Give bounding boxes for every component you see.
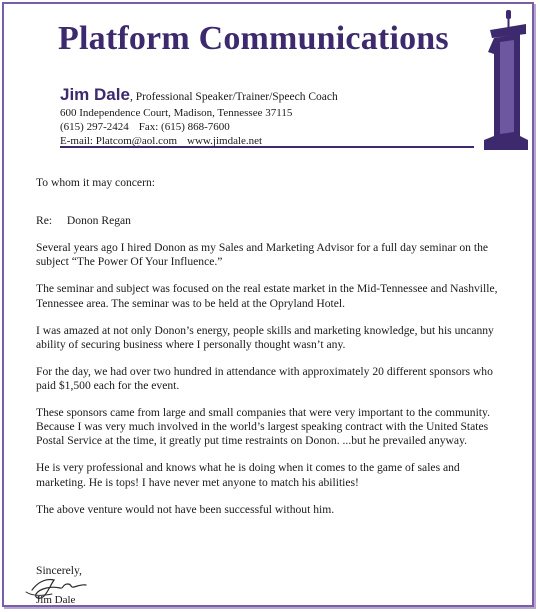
- contact-email[interactable]: E-mail: Platcom@aol.com: [60, 135, 178, 147]
- closing: Sincerely,: [36, 564, 82, 577]
- paragraph: He is very professional and knows what he is doing when it comes to the game of sales and marketing. He is tops! I have never met anyone to match his abilities!: [36, 461, 460, 489]
- podium-microphone-icon: [470, 8, 530, 156]
- paragraph: I was amazed at not only Donon’s energy, people skills and marketing knowledge, but his uncanny ability of securing business where I personally thought wasn’t any.: [36, 323, 494, 351]
- letterhead-divider: [60, 146, 474, 148]
- letterhead-contact: [60, 86, 338, 148]
- contact-name-line: [60, 86, 338, 106]
- contact-website[interactable]: www.jimdale.net: [187, 135, 263, 147]
- signer-name: Jim Dale: [36, 594, 76, 606]
- contact-address: 600 Independence Court, Madison, Tennessee 37115: [60, 107, 293, 119]
- paragraph: Several years ago I hired Donon as my Sales and Marketing Advisor for a full day seminar on the subject “The Power Of Your Influence.”: [36, 241, 489, 269]
- paragraph: For the day, we had over two hundred in attendance with approximately 20 different sponsors who paid $1,500 each for the event.: [36, 364, 493, 393]
- contact-phone: (615) 297-2424: [60, 121, 129, 133]
- paragraph: The seminar and subject was focused on the real estate market in the Mid-Tennessee and Nashville, Tennessee area. The seminar was to be held at the Opryland Hotel.: [36, 282, 498, 310]
- contact-phone-fax: [60, 120, 338, 134]
- company-name: Platform Communications: [58, 20, 449, 57]
- subject-name: Donon Regan: [66, 214, 131, 228]
- subject-line: [36, 214, 506, 228]
- paragraph: The above venture would not have been successful without him.: [36, 502, 335, 516]
- contact-fax: Fax: (615) 868-7600: [138, 121, 230, 133]
- letter-body: [36, 176, 506, 530]
- person-title: , Professional Speaker/Trainer/Speech Coach: [129, 91, 338, 103]
- subject-label: Re:: [36, 214, 53, 228]
- salutation: To whom it may concern:: [36, 176, 155, 189]
- person-name: Jim Dale: [60, 85, 130, 104]
- paragraph: These sponsors came from large and small companies that were very important to the community. Because I was very much involved in the world’s largest speaking contract with the United States Postal Service at the time, it greatly put time restraints on Donon. ...but he prevailed anyway.: [36, 406, 490, 448]
